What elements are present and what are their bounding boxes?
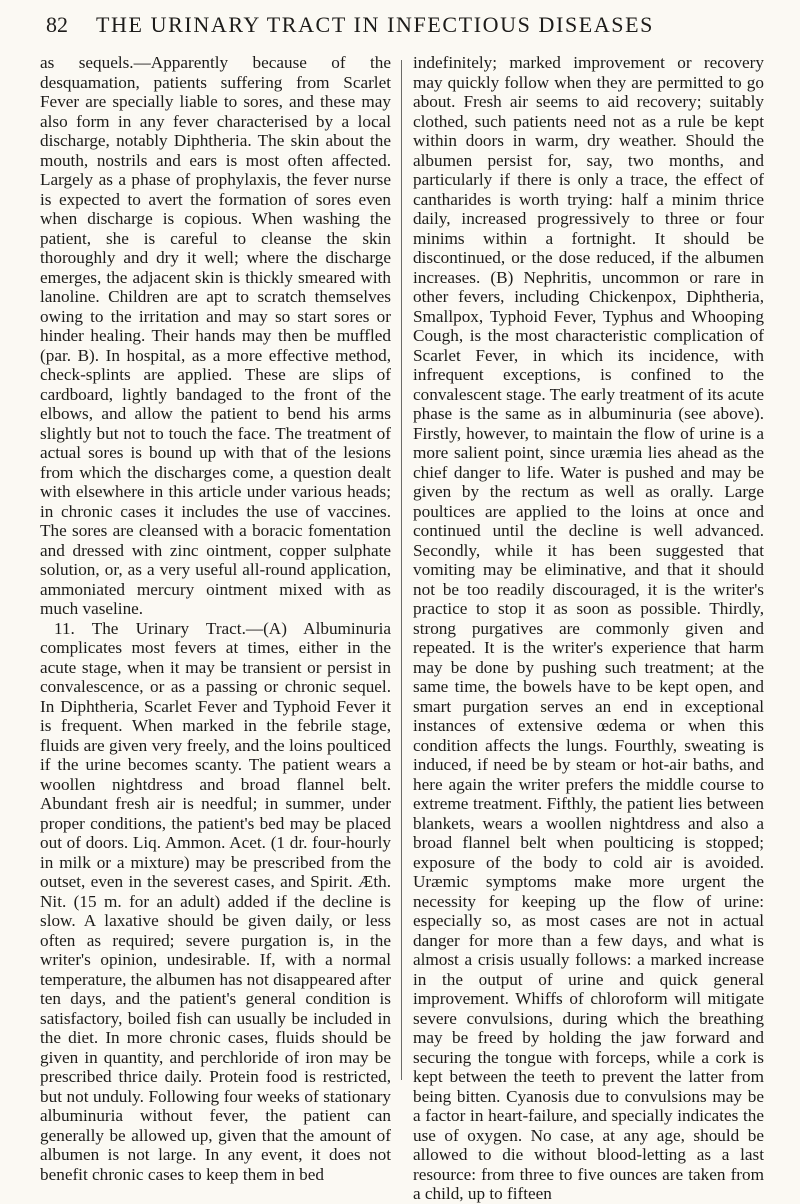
- left-column: [40, 53, 391, 1184]
- right-column: [413, 53, 764, 1204]
- paragraph-nephritis: indefinitely; marked improvement or recovery may quickly follow when they are permitted to go about. Fresh air seems to aid recovery; suitably clothed, such patients need not as a rule be kept within doors in warm, dry weather. Should the albumen persist for, say, two months, and particularly if there is only a trace, the effect of cantharides is worth trying: half a minim thrice daily, increased progressively to three or four minims within a fortnight. It should be discontinued, or the dose reduced, if the albumen increases. (B) Nephritis, uncommon or rare in other fevers, including Chickenpox, Diphtheria, Smallpox, Typhoid Fever, Typhus and Whooping Cough, is the most characteristic complication of Scarlet Fever, in which its incidence, with infrequent exceptions, is confined to the convalescent stage. The early treatment of its acute phase is the same as in albuminuria (see above). Firstly, however, to maintain the flow of urine is a more salient point, since uræmia lies ahead as the chief danger to life. Water is pushed and may be given by the rectum as well as orally. Large poultices are applied to the loins at once and continued until the decline is well advanced. Secondly, while it has been suggested that vomiting may be eliminative, and that it should not be too readily discouraged, it is the writer's practice to stop it as soon as possible. Thirdly, strong purgatives are commonly given and repeated. It is the writer's experience that harm may be done by pushing such treatment; at the same time, the bowels have to be kept open, and smart purgation serves an end in exceptional instances of extensive œdema or when this condition affects the lungs. Fourthly, sweating is induced, if need be by steam or hot-air baths, and here again the writer prefers the middle course to extreme treatment. Fifthly, the patient lies between blankets, wears a woollen nightdress and also a broad flannel belt when poulticing is stopped; exposure of the body to cold air is avoided. Uræmic symptoms make more urgent the necessity for keeping up the flow of urine: especially so, as most cases are not in actual danger for more than a few days, and what is almost a crisis usually follows: a marked increase in the output of urine and quick general improvement. Whiffs of chloroform will mitigate severe convulsions, during which the breathing may be freed by holding the jaw forward and securing the tongue with forceps, while a cork is kept between the teeth to prevent the latter from being bitten. Cyanosis due to convulsions may be a factor in heart-failure, and specially indicates the use of oxygen. No case, at any age, should be allowed to die without blood-letting as a last resource: from three to five ounces are taken from a child, up to fifteen: [413, 53, 764, 1203]
- paragraph-urinary-tract: [40, 619, 391, 1185]
- section-heading: 11. The Urinary Tract.—: [54, 618, 264, 638]
- running-head: THE URINARY TRACT IN INFECTIOUS DISEASES: [96, 12, 655, 37]
- page-number: 82: [46, 12, 68, 37]
- page-header: [46, 8, 776, 42]
- paragraph-albuminuria: (A) Albuminuria complicates most fevers at times, either in the acute stage, when it may be transient or persist in convalescence, or as a passing or chronic sequel. In Diphtheria, Scarlet Fever and Typhoid Fever it is frequent. When marked in the febrile stage, fluids are given very freely, and the loins poulticed if the urine becomes scanty. The patient wears a woollen nightdress and broad flannel belt. Abundant fresh air is needful; in summer, under proper conditions, the patient's bed may be placed out of doors. Liq. Ammon. Acet. (1 dr. four-hourly in milk or a mixture) may be prescribed from the outset, even in the severest cases, and Spirit. Æth. Nit. (15 m. for an adult) added if the decline is slow. A laxative should be given daily, or less often as required; severe purgation is, in the writer's opinion, undesirable. If, with a normal temperature, the albumen has not disappeared after ten days, and the patient's general condition is satisfactory, boiled fish can usually be included in the diet. In more chronic cases, fluids should be given in quantity, and perchloride of iron may be prescribed thrice daily. Protein food is restricted, but not unduly. Following four weeks of stationary albuminuria without fever, the patient can generally be allowed up, given that the amount of albumen is not large. In any event, it does not benefit chronic cases to keep them in bed: [40, 618, 392, 1184]
- paragraph-sores: as sequels.—Apparently because of the desquamation, patients suffering from Scarlet Fever are specially liable to sores, and these may also form in any fever characterised by a local discharge, notably Diphtheria. The skin about the mouth, nostrils and ears is most often affected. Largely as a phase of prophylaxis, the fever nurse is expected to avert the formation of sores even when discharge is copious. When washing the patient, she is careful to cleanse the skin thoroughly and dry it well; where the discharge emerges, the adjacent skin is thickly smeared with lanoline. Children are apt to scratch themselves owing to the irritation and may so start sores or hinder healing. Their hands may then be muffled (par. B). In hospital, as a more effective method, check-splints are applied. These are slips of cardboard, lightly bandaged to the front of the elbows, and allow the patient to bend his arms slightly but not to touch the face. The treatment of actual sores is bound up with that of the lesions from which the discharges come, a question dealt with elsewhere in this article under various heads; in chronic cases it includes the use of vaccines. The sores are cleansed with a boracic fomentation and dressed with zinc ointment, copper sulphate solution, or, as a very useful all-round application, ammoniated mercury ointment mixed with as much vaseline.: [40, 53, 391, 618]
- column-divider: [401, 60, 402, 1080]
